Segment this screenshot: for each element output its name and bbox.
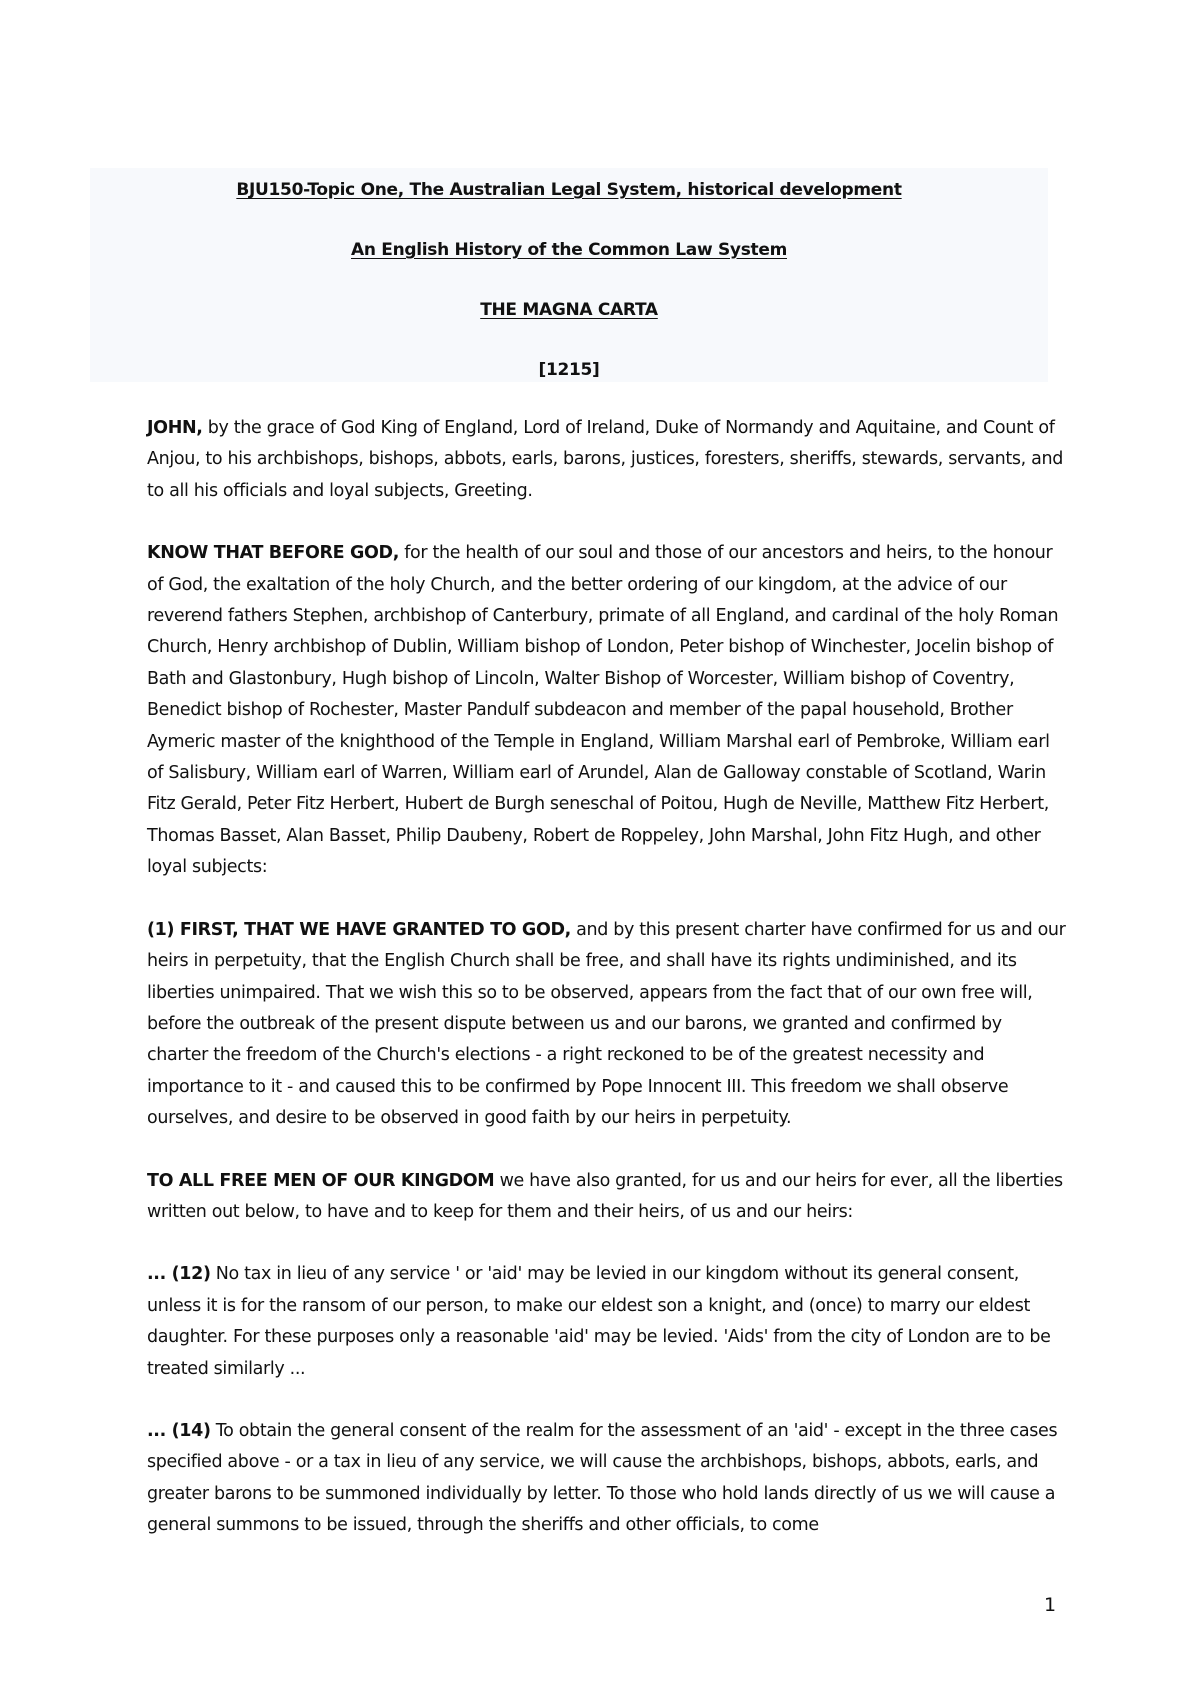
paragraph-text: for the health of our soul and those of our ancestors and heirs, to the honour of God, the exaltation of the holy Church, and the better ordering of our kingdom, at the advice of our reverend fathers Stephen, archbishop of Canterbury, primate of all England, and cardinal of the holy Roman Church, Henry archbishop of Dublin, William bishop of London, Peter bishop of Winchester, Jocelin bishop of Bath and Glastonbury, Hugh bishop of Lincoln, Walter Bishop of Worcester, William bishop of Coventry, Benedict bishop of Rochester, Master Pandulf subdeacon and member of the papal household, Brother Aymeric master of the knighthood of the Temple in England, William Marshal earl of Pembroke, William earl of Salisbury, William earl of Warren, William earl of Arundel, Alan de Galloway constable of Scotland, Warin Fitz Gerald, Peter Fitz Herbert, Hubert de Burgh seneschal of Poitou, Hugh de Neville, Matthew Fitz Herbert, Thomas Basset, Alan Basset, Philip Daubeny, Robert de Roppeley, John Marshal, John Fitz Hugh, and other loyal subjects: [147, 543, 1059, 878]
paragraph-salutation [147, 413, 1067, 507]
paragraph-lead: JOHN, [147, 418, 203, 438]
document-subtitle: An English History of the Common Law System [350, 240, 787, 260]
title-block [90, 168, 1048, 382]
paragraph-clause-1 [147, 915, 1067, 1135]
paragraph-lead: ... (12) [147, 1264, 211, 1285]
paragraph-text: To obtain the general consent of the realm for the assessment of an 'aid' - except in the three cases specified above - or a tax in lieu of any service, we will cause the archbishops, bishops, abbots, earls, and greater barons to be summoned individually by letter. To those who hold lands directly of us we will cause a general summons to be issued, through the sheriffs and other officials, to come [147, 1420, 1058, 1536]
paragraph-lead: (1) FIRST, THAT WE HAVE GRANTED TO GOD, [147, 919, 571, 940]
paragraph-preamble [147, 538, 1067, 883]
course-title: BJU150-Topic One, The Australian Legal System, historical development [236, 180, 902, 200]
paragraph-text: and by this present charter have confirmed for us and our heirs in perpetuity, that the English Church shall be free, and shall have its rights undiminished, and its liberties unimpaired. That we wish this so to be observed, appears from the fact that of our own free will, before the outbreak of the present dispute between us and our barons, we granted and confirmed by charter the freedom of the Church's elections - a right reckoned to be of the greatest necessity and importance to it - and caused this to be confirmed by Pope Innocent III. This freedom we shall observe ourselves, and desire to be observed in good faith by our heirs in perpetuity. [147, 919, 1066, 1129]
paragraph-clause-14 [147, 1416, 1067, 1542]
paragraph-free-men [147, 1166, 1067, 1229]
paragraph-lead: KNOW THAT BEFORE GOD, [147, 543, 399, 564]
document-body [147, 413, 1067, 1573]
page-number: 1 [1044, 1594, 1057, 1616]
document-name: THE MAGNA CARTA [480, 300, 658, 320]
paragraph-clause-12 [147, 1259, 1067, 1385]
paragraph-text: we have also granted, for us and our heirs for ever, all the liberties written out below, to have and to keep for them and their heirs, of us and our heirs: [147, 1170, 1063, 1222]
paragraph-lead: ... (14) [147, 1420, 211, 1441]
paragraph-lead: TO ALL FREE MEN OF OUR KINGDOM [147, 1170, 495, 1191]
paragraph-text: No tax in lieu of any service ' or 'aid' may be levied in our kingdom without its general consent, unless it is for the ransom of our person, to make our eldest son a knight, and (once) to marry our eldest daughter. For these purposes only a reasonable 'aid' may be levied. 'Aids' from the city of London are to be treated similarly ... [147, 1264, 1051, 1379]
document-year: [1215] [538, 360, 600, 380]
paragraph-text: by the grace of God King of England, Lord of Ireland, Duke of Normandy and Aquitaine, and Count of Anjou, to his archbishops, bishops, abbots, earls, barons, justices, foresters, sheriffs, stewards, servants, and to all his officials and loyal subjects, Greeting. [147, 418, 1063, 501]
